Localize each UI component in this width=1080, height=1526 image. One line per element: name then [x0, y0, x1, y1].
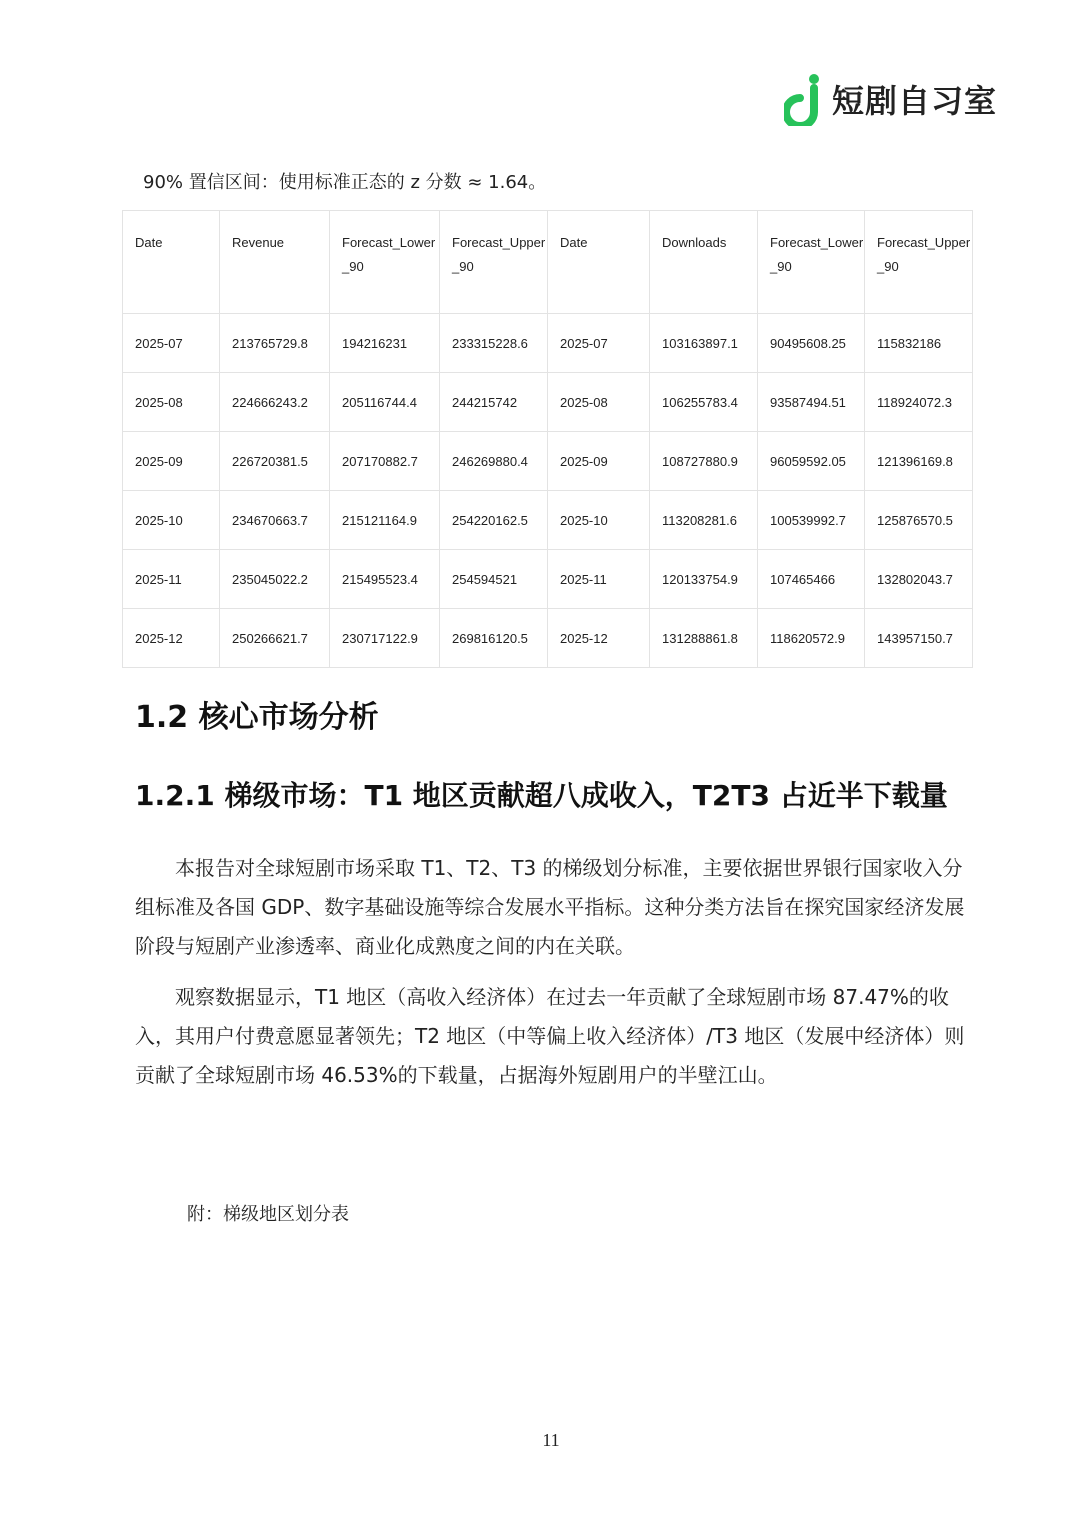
table-cell: 120133754.9 — [650, 550, 758, 609]
table-cell: 2025-10 — [123, 491, 220, 550]
table-header-row — [123, 211, 973, 314]
table-cell: 121396169.8 — [865, 432, 973, 491]
table-cell: 118924072.3 — [865, 373, 973, 432]
page-number: 11 — [542, 1430, 560, 1450]
table-cell: 103163897.1 — [650, 314, 758, 373]
table-cell: 215495523.4 — [330, 550, 440, 609]
table-cell: 244215742 — [440, 373, 548, 432]
table-cell: 2025-08 — [548, 373, 650, 432]
table-cell: 118620572.9 — [758, 609, 865, 668]
table-cell: 205116744.4 — [330, 373, 440, 432]
table-cell: 224666243.2 — [220, 373, 330, 432]
table-cell: 131288861.8 — [650, 609, 758, 668]
table-row — [123, 373, 973, 432]
table-cell: 2025-11 — [548, 550, 650, 609]
table-cell: 100539992.7 — [758, 491, 865, 550]
header-cell: Forecast_Upper_90 — [865, 211, 973, 314]
table-cell: 250266621.7 — [220, 609, 330, 668]
table-row — [123, 491, 973, 550]
table-cell: 215121164.9 — [330, 491, 440, 550]
table-cell: 234670663.7 — [220, 491, 330, 550]
table-cell: 246269880.4 — [440, 432, 548, 491]
table-cell: 106255783.4 — [650, 373, 758, 432]
table-cell: 2025-07 — [548, 314, 650, 373]
brand-logo — [784, 72, 997, 126]
table-cell: 113208281.6 — [650, 491, 758, 550]
table-cell: 132802043.7 — [865, 550, 973, 609]
brand-name: 短剧自习室 — [832, 82, 998, 120]
table-cell: 2025-10 — [548, 491, 650, 550]
table-cell: 115832186 — [865, 314, 973, 373]
header-cell: Forecast_Lower_90 — [758, 211, 865, 314]
table-cell: 96059592.05 — [758, 432, 865, 491]
table-cell: 108727880.9 — [650, 432, 758, 491]
appendix-label: 附：梯级地区划分表 — [187, 1204, 349, 1225]
header-cell: Downloads — [650, 211, 758, 314]
table-cell: 2025-12 — [548, 609, 650, 668]
table-cell: 2025-08 — [123, 373, 220, 432]
header-cell: Date — [548, 211, 650, 314]
table-cell: 2025-09 — [548, 432, 650, 491]
table-row — [123, 314, 973, 373]
table-cell: 125876570.5 — [865, 491, 973, 550]
header-cell: Revenue — [220, 211, 330, 314]
table-cell: 194216231 — [330, 314, 440, 373]
table-cell: 254594521 — [440, 550, 548, 609]
brand-mark-icon — [784, 72, 824, 126]
confidence-interval-note: 90% 置信区间：使用标准正态的 z 分数 ≈ 1.64。 — [143, 172, 547, 193]
table-cell: 2025-12 — [123, 609, 220, 668]
table-cell: 230717122.9 — [330, 609, 440, 668]
table-cell: 235045022.2 — [220, 550, 330, 609]
table-cell: 254220162.5 — [440, 491, 548, 550]
table-cell: 107465466 — [758, 550, 865, 609]
table-cell: 93587494.51 — [758, 373, 865, 432]
table-cell: 207170882.7 — [330, 432, 440, 491]
header-cell: Forecast_Upper_90 — [440, 211, 548, 314]
table-cell: 226720381.5 — [220, 432, 330, 491]
table-cell: 269816120.5 — [440, 609, 548, 668]
forecast-table — [122, 210, 973, 668]
table-row — [123, 432, 973, 491]
table-cell: 2025-07 — [123, 314, 220, 373]
body-paragraph: 本报告对全球短剧市场采取 T1、T2、T3 的梯级划分标准，主要依据世界银行国家收入分组标准及各国 GDP、数字基础设施等综合发展水平指标。这种分类方法旨在探究国家经济发展阶段与短剧产业渗透率、商业化成熟度之间的内在关联。 — [135, 856, 965, 958]
header-cell: Date — [123, 211, 220, 314]
table-cell: 2025-09 — [123, 432, 220, 491]
table-cell: 143957150.7 — [865, 609, 973, 668]
table-cell: 90495608.25 — [758, 314, 865, 373]
table-cell: 233315228.6 — [440, 314, 548, 373]
table-row — [123, 550, 973, 609]
table-cell: 2025-11 — [123, 550, 220, 609]
subsection-heading: 1.2.1 梯级市场：T1 地区贡献超八成收入，T2T3 占近半下载量 — [135, 779, 948, 812]
section-heading: 1.2 核心市场分析 — [135, 700, 379, 735]
body-paragraph: 观察数据显示，T1 地区（高收入经济体）在过去一年贡献了全球短剧市场 87.47%的收入，其用户付费意愿显著领先；T2 地区（中等偏上收入经济体）/T3 地区（发展中经济体）则贡献了全球短剧市场 46.53%的下载量，占据海外短剧用户的半壁江山。 — [135, 985, 965, 1087]
table-cell: 213765729.8 — [220, 314, 330, 373]
table-row — [123, 609, 973, 668]
header-cell: Forecast_Lower_90 — [330, 211, 440, 314]
